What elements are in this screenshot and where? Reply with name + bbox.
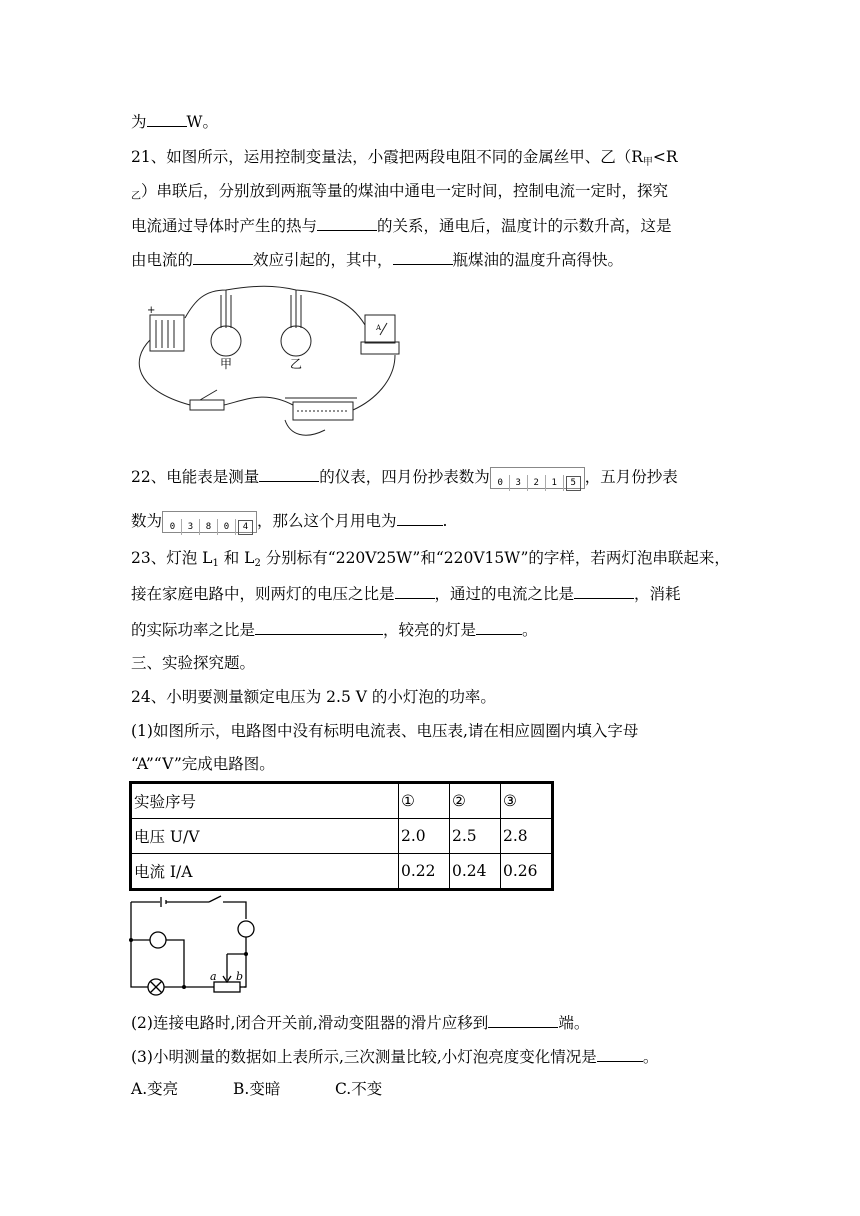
q24-part1-line1: (1)如图所示，电路图中没有标明电流表、电压表,请在相应圆圈内填入字母 [131, 722, 639, 740]
answer-blank[interactable] [597, 1045, 643, 1062]
flask-jia-icon [211, 326, 241, 356]
answer-blank[interactable] [393, 248, 453, 265]
option-b[interactable]: B.变暗 [233, 1080, 281, 1098]
label-jia: 甲 [220, 357, 233, 371]
table-cell: 0.26 [501, 854, 553, 890]
label-b: b [236, 970, 244, 983]
may-meter-reading: 0 3 8 0 4 [162, 511, 257, 533]
label-yi: 乙 [290, 357, 303, 371]
answer-blank[interactable] [574, 582, 634, 599]
table-cell: 0.22 [399, 854, 450, 890]
option-a[interactable]: A.变亮 [131, 1080, 179, 1098]
q21-line1: 21、如图所示，运用控制变量法，小霞把两段电阻不同的金属丝甲、乙（$R_甲<R$ [131, 148, 678, 168]
table-header-row [131, 783, 553, 819]
section-heading: 三、实验探究题。 [131, 654, 256, 672]
option-c[interactable]: C.不变 [335, 1080, 383, 1098]
q24-options [131, 1078, 382, 1100]
switch-icon [190, 400, 224, 410]
label-ammeter: A [376, 324, 382, 332]
q21-line3: 电流通过导体时产生的热与 的关系，通电后，温度计的示数升高，这是 [131, 214, 672, 237]
answer-blank[interactable] [193, 248, 253, 265]
q24-part2: (2)连接电路时,闭合开关前,滑动变阻器的滑片应移到 端。 [131, 1011, 589, 1034]
table-row [131, 854, 553, 890]
answer-blank[interactable] [259, 465, 319, 482]
answer-blank[interactable] [317, 214, 377, 231]
answer-blank[interactable] [397, 509, 443, 526]
q24-part3: (3)小明测量的数据如上表所示,三次测量比较,小灯泡亮度变化情况是 。 [131, 1045, 658, 1068]
meter-circle-left [150, 932, 166, 948]
svg-text:+: + [147, 305, 156, 316]
table-cell: 电压 U/V [131, 819, 399, 854]
meter-circle-right [238, 921, 254, 937]
q24-intro: 24、小明要测量额定电压为 2.5 V 的小灯泡的功率。 [131, 688, 496, 706]
q24-part1-line2: “A”“V”完成电路图。 [131, 755, 275, 773]
measurement-table [129, 781, 554, 891]
table-cell: 2.8 [501, 819, 553, 854]
q20-tail-line: 为 W。 [131, 110, 218, 133]
label-a: a [210, 970, 217, 983]
q22-line2: 数为 0 3 8 0 4 ，那么这个月用电为 . [131, 509, 447, 533]
table-cell: ③ [501, 783, 553, 819]
table-cell: 2.5 [450, 819, 501, 854]
table-cell: 电流 I/A [131, 854, 399, 890]
q21-apparatus-figure [125, 280, 425, 440]
q21-line2: $_乙$）串联后，分别放到两瓶等量的煤油中通电一定时间，控制电流一定时，探究 [131, 182, 669, 202]
flask-yi-icon [281, 326, 311, 356]
battery-icon [150, 315, 184, 351]
answer-blank[interactable] [488, 1011, 558, 1028]
april-meter-reading: 0 3 2 1 5 [490, 467, 585, 489]
answer-blank[interactable] [476, 618, 522, 635]
q23-line3: 的实际功率之比是 ，较亮的灯是 。 [131, 618, 538, 641]
answer-blank[interactable] [395, 582, 435, 599]
q23-line2: 接在家庭电路中，则两灯的电压之比是 ，通过的电流之比是 ，消耗 [131, 582, 681, 605]
table-cell: 实验序号 [131, 783, 399, 819]
q24-circuit-diagram [124, 892, 264, 1004]
table-cell: ② [450, 783, 501, 819]
table-cell: 2.0 [399, 819, 450, 854]
table-cell: ① [399, 783, 450, 819]
q22-line1: 22、电能表是测量 的仪表，四月份抄表数为 0 3 2 1 5 ，五月份抄表 [131, 465, 678, 489]
q21-line4: 由电流的 效应引起的，其中， 瓶煤油的温度升高得快。 [131, 248, 623, 271]
rheostat-icon [214, 982, 240, 992]
table-row [131, 819, 553, 854]
answer-blank[interactable] [255, 618, 383, 635]
q23-line1: 23、灯泡 $L_1$ 和 $L_2$ 分别标有“220V25W”和“220V15W”的字样，若两灯泡串联起来， [131, 549, 730, 569]
table-cell: 0.24 [450, 854, 501, 890]
answer-blank[interactable] [147, 110, 187, 127]
